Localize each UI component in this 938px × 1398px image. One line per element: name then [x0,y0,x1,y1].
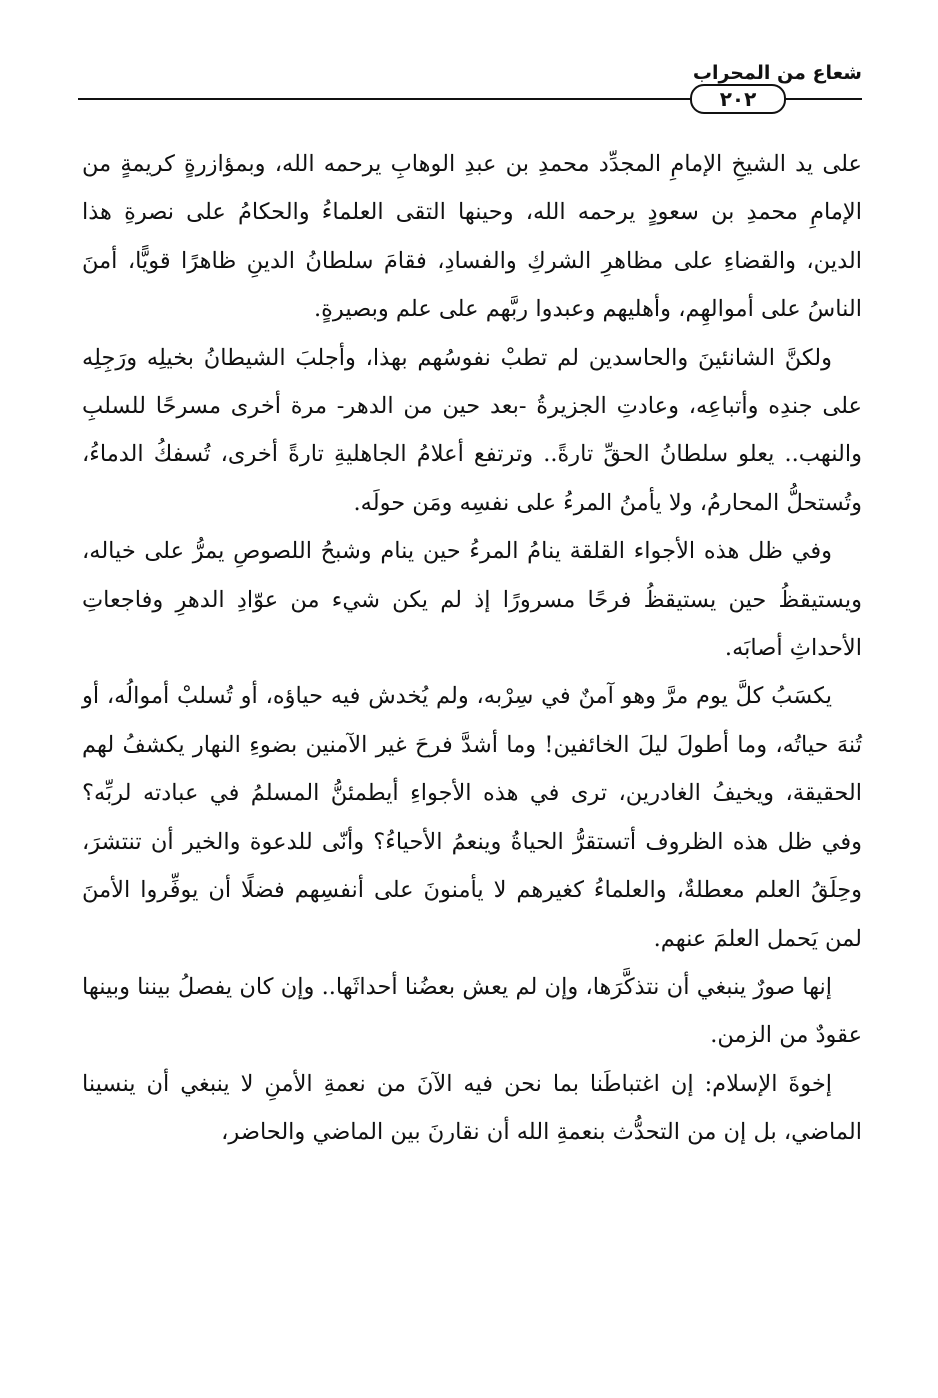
page-number-badge: ٢٠٢ [690,84,786,114]
paragraph-5: إنها صورٌ ينبغي أن نتذكَّرَها، وإن لم يعش بعضُنا أحداثَها.. وإن كان يفصلُ بيننا وبينها عقودٌ من الزمن. [82,973,862,1049]
paragraph-1: على يد الشيخِ الإمامِ المجدِّد محمدِ بن عبدِ الوهابِ يرحمه الله، وبمؤازرةٍ كريمةٍ من الإمامِ محمدِ بن سعودٍ يرحمه الله، وحينها التقى العلماءُ والحكامُ على نصرةِ هذا الدين، والقضاءِ على مظاهرِ الشركِ والفسادِ، فقامَ سلطانُ الدينِ ظاهرًا قويًّا، أمنَ الناسُ على أموالهِم، وأهليهم وعبدوا ربَّهم على علم وبصيرةٍ. [82,151,862,323]
page-header [78,56,862,112]
paragraph-4: يكسَبُ كلَّ يوم مرَّ وهو آمنٌ في سِرْبه، ولم يُخدش فيه حياؤه، أو تُسلبْ أموالُه، أو تُنهَ حياتُه، وما أطولَ ليلَ الخائفين! وما أشدَّ فرحَ غير الآمنين بضوءِ النهار يكشفُ لهم الحقيقة، ويخيفُ الغادرين، ترى في هذه الأجواءِ أيطمئنُّ المسلمُ في عبادته لربِّه؟ وفي ظل هذه الظروف أتستقرُّ الحياةُ وينعمُ الأحياءُ؟ وأنّى للدعوة والخير أن تنتشرَ، وحِلَقُ العلم معطلةٌ، والعلماءُ كغيرهم لا يأمنونَ على أنفسِهم فضلًا أن يوفِّروا الأمنَ لمن يَحمل العلمَ عنهم. [82,683,862,952]
paragraph-3: وفي ظل هذه الأجواء القلقة ينامُ المرءُ حين ينام وشبحُ اللصوصِ يمرُّ على خياله، ويستيقظُ حين يستيقظُ فرحًا مسرورًا إذ لم يكن شيء من عوّادِ الدهرِ وفاجعاتِ الأحداثِ أصابَه. [82,538,862,662]
running-title: شعاع من المحراب [692,62,862,84]
page-body [82,140,862,1157]
paragraph-6: إخوةَ الإسلام: إن اغتباطَنا بما نحن فيه الآنَ من نعمةِ الأمنِ لا ينبغي أن ينسينا الماضي، بل إن من التحدُّث بنعمةِ الله أن نقارنَ بين الماضي والحاضر، [82,1070,862,1146]
paragraph-2: ولكنَّ الشانئينَ والحاسدين لم تطبْ نفوسُهم بهذا، وأجلبَ الشيطانُ بخيلِه ورَجِلِه على جندِه وأتباعِه، وعادتِ الجزيرةُ -بعد حين من الدهر- مرة أخرى مسرحًا للسلبِ والنهب.. يعلو سلطانُ الحقِّ تارةً.. وترتفع أعلامُ الجاهليةِ تارةً أخرى، تُسفكُ الدماءُ، وتُستحلُّ المحارمُ، ولا يأمنُ المرءُ على نفسِه ومَن حولَه. [82,344,862,516]
